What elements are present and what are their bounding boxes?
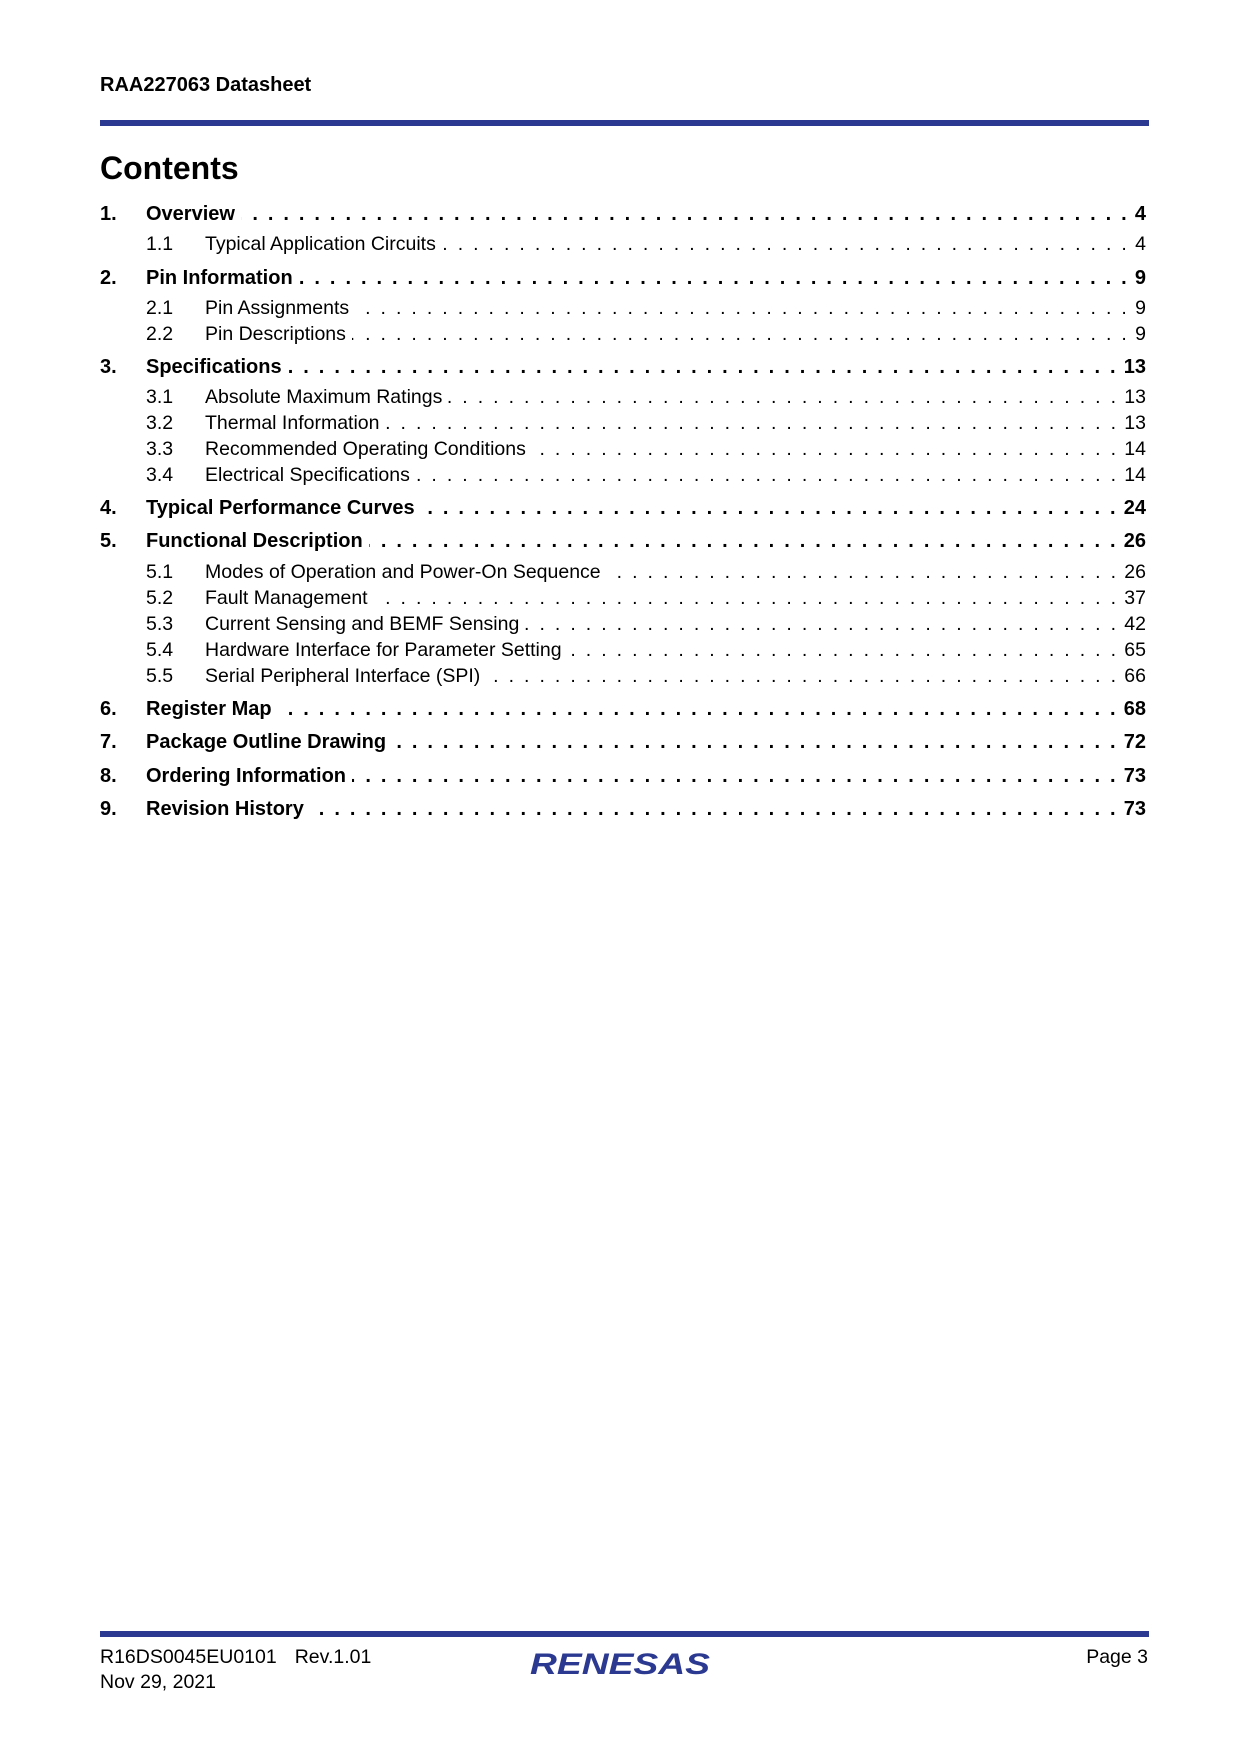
header-rule — [100, 120, 1149, 126]
toc-entry-number: 5.2 — [146, 587, 174, 609]
contents-title: Contents — [100, 150, 239, 186]
toc-chapter-entry[interactable] — [100, 728, 1146, 756]
toc-entry-page: 4 — [1134, 203, 1146, 225]
toc-entry-number: 3.1 — [146, 386, 174, 408]
toc-dot-leader — [448, 383, 1118, 411]
toc-entry-page: 14 — [1124, 438, 1146, 460]
toc-entry-number: 2.2 — [146, 323, 174, 345]
toc-chapter-entry[interactable] — [100, 200, 1146, 228]
toc-dot-leader — [385, 409, 1118, 437]
toc-entry-title: Current Sensing and BEMF Sensing — [205, 613, 520, 635]
toc-entry-page: 66 — [1124, 665, 1146, 687]
toc-entry-page: 42 — [1124, 613, 1146, 635]
toc-section-entry[interactable] — [100, 383, 1146, 411]
toc-dot-leader — [352, 320, 1129, 348]
toc-entry-page: 9 — [1135, 323, 1146, 345]
toc-entry-page: 65 — [1124, 639, 1146, 661]
toc-dot-leader — [421, 494, 1118, 522]
toc-dot-leader — [352, 762, 1118, 790]
toc-entry-title: Package Outline Drawing — [146, 731, 387, 753]
toc-entry-title: Functional Description — [146, 530, 363, 552]
toc-dot-leader — [241, 200, 1129, 228]
toc-entry-number: 7. — [100, 731, 117, 753]
toc-entry-page: 9 — [1134, 267, 1146, 289]
toc-dot-leader — [568, 636, 1119, 664]
toc-entry-title: Ordering Information — [146, 765, 346, 787]
toc-entry-number: 1.1 — [146, 233, 174, 255]
toc-entry-number: 5.3 — [146, 613, 174, 635]
toc-entry-title: Serial Peripheral Interface (SPI) — [205, 665, 481, 687]
toc-entry-number: 5.1 — [146, 561, 174, 583]
toc-dot-leader — [416, 461, 1118, 489]
toc-entry-number: 3.3 — [146, 438, 174, 460]
toc-entry-title: Recommended Operating Conditions — [205, 438, 526, 460]
toc-entry-page: 14 — [1124, 464, 1146, 486]
toc-section-entry[interactable] — [100, 610, 1146, 638]
toc-entry-title: Typical Performance Curves — [146, 497, 415, 519]
toc-dot-leader — [486, 662, 1118, 690]
toc-entry-page: 4 — [1135, 233, 1146, 255]
page-number: Page 3 — [1086, 1646, 1148, 1668]
toc-dot-leader — [288, 353, 1118, 381]
toc-entry-title: Revision History — [146, 798, 304, 820]
toc-dot-leader — [278, 695, 1118, 723]
toc-entry-page: 26 — [1124, 561, 1146, 583]
toc-entry-title: Electrical Specifications — [205, 464, 410, 486]
footer-doc-info — [100, 1645, 371, 1695]
toc-entry-title: Fault Management — [205, 587, 368, 609]
toc-entry-title: Pin Descriptions — [205, 323, 346, 345]
toc-entry-number: 1. — [100, 203, 117, 225]
toc-entry-page: 9 — [1135, 297, 1146, 319]
toc-entry-title: Modes of Operation and Power-On Sequence — [205, 561, 601, 583]
toc-section-entry[interactable] — [100, 409, 1146, 437]
toc-section-entry[interactable] — [100, 461, 1146, 489]
footer-rule — [100, 1631, 1149, 1637]
toc-section-entry[interactable] — [100, 636, 1146, 664]
toc-entry-title: Register Map — [146, 698, 272, 720]
toc-chapter-entry[interactable] — [100, 494, 1146, 522]
toc-dot-leader — [355, 294, 1129, 322]
toc-section-entry[interactable] — [100, 294, 1146, 322]
toc-entry-number: 3.4 — [146, 464, 174, 486]
toc-entry-page: 73 — [1123, 765, 1146, 787]
toc-dot-leader — [369, 527, 1118, 555]
toc-dot-leader — [607, 558, 1119, 586]
toc-entry-number: 2.1 — [146, 297, 174, 319]
toc-section-entry[interactable] — [100, 584, 1146, 612]
toc-chapter-entry[interactable] — [100, 795, 1146, 823]
document-title: RAA227063 Datasheet — [100, 74, 312, 96]
toc-dot-leader — [525, 610, 1118, 638]
toc-entry-page: 13 — [1124, 412, 1146, 434]
toc-dot-leader — [392, 728, 1118, 756]
toc-entry-number: 4. — [100, 497, 117, 519]
svg-text:RENESAS: RENESAS — [530, 1648, 710, 1681]
toc-dot-leader — [442, 230, 1129, 258]
toc-section-entry[interactable] — [100, 662, 1146, 690]
toc-entry-number: 3.2 — [146, 412, 174, 434]
toc-entry-title: Hardware Interface for Parameter Setting — [205, 639, 562, 661]
toc-section-entry[interactable] — [100, 230, 1146, 258]
toc-chapter-entry[interactable] — [100, 353, 1146, 381]
toc-entry-page: 13 — [1124, 386, 1146, 408]
toc-dot-leader — [299, 264, 1129, 292]
toc-dot-leader — [310, 795, 1118, 823]
toc-entry-title: Typical Application Circuits — [205, 233, 436, 255]
toc-entry-number: 8. — [100, 765, 117, 787]
document-revision: Rev.1.01 — [294, 1646, 372, 1668]
document-code: R16DS0045EU0101 — [100, 1646, 277, 1668]
toc-entry-number: 9. — [100, 798, 117, 820]
document-date: Nov 29, 2021 — [100, 1671, 217, 1693]
toc-dot-leader — [374, 584, 1119, 612]
toc-entry-title: Specifications — [146, 356, 282, 378]
toc-entry-number: 2. — [100, 267, 117, 289]
toc-entry-page: 37 — [1124, 587, 1146, 609]
toc-entry-number: 6. — [100, 698, 117, 720]
toc-entry-number: 5. — [100, 530, 117, 552]
toc-dot-leader — [532, 435, 1118, 463]
toc-section-entry[interactable] — [100, 558, 1146, 586]
renesas-logo — [530, 1643, 715, 1683]
toc-entry-page: 72 — [1123, 731, 1146, 753]
toc-entry-title: Absolute Maximum Ratings — [205, 386, 443, 408]
toc-entry-title: Pin Information — [146, 267, 293, 289]
toc-entry-title: Thermal Information — [205, 412, 380, 434]
toc-entry-page: 13 — [1123, 356, 1146, 378]
toc-chapter-entry[interactable] — [100, 695, 1146, 723]
toc-entry-number: 5.4 — [146, 639, 174, 661]
toc-section-entry[interactable] — [100, 320, 1146, 348]
toc-chapter-entry[interactable] — [100, 762, 1146, 790]
toc-chapter-entry[interactable] — [100, 527, 1146, 555]
toc-chapter-entry[interactable] — [100, 264, 1146, 292]
toc-entry-page: 26 — [1123, 530, 1146, 552]
toc-entry-number: 3. — [100, 356, 117, 378]
toc-entry-page: 24 — [1123, 497, 1146, 519]
toc-entry-page: 73 — [1123, 798, 1146, 820]
toc-entry-page: 68 — [1123, 698, 1146, 720]
toc-section-entry[interactable] — [100, 435, 1146, 463]
toc-entry-title: Overview — [146, 203, 235, 225]
toc-entry-number: 5.5 — [146, 665, 174, 687]
toc-entry-title: Pin Assignments — [205, 297, 350, 319]
